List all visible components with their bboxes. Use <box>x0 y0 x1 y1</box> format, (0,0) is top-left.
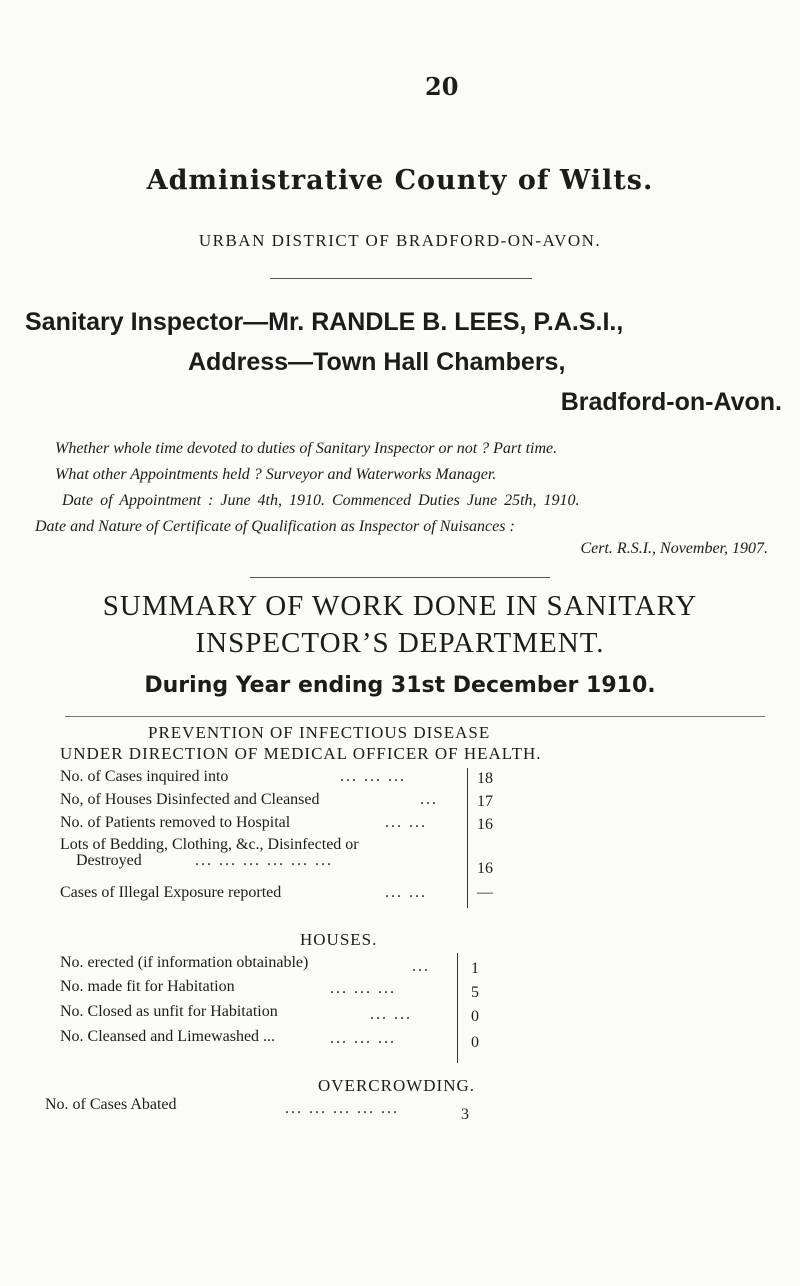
table-row-label: No, of Houses Disinfected and Cleansed <box>60 791 320 808</box>
table-row-label: No. made fit for Habitation <box>60 978 235 995</box>
table-row-dots: ... ... <box>385 884 427 901</box>
table-row-dots: ... ... ... <box>340 768 406 785</box>
inspector-name: Sanitary Inspector—Mr. RANDLE B. LEES, P.A.S.I., <box>25 308 624 336</box>
value-column-line <box>457 953 458 1063</box>
table-row-label: No. of Cases inquired into <box>60 768 229 785</box>
table-row-label: Destroyed <box>76 852 142 869</box>
table-row-label: No. erected (if information obtainable) <box>60 954 309 971</box>
table-row-dots: ... <box>412 958 430 975</box>
table-row-value: 3 <box>461 1106 469 1123</box>
table-row-label: No. Cleansed and Limewashed ... <box>60 1028 276 1045</box>
value-column-line <box>467 768 468 908</box>
overcrowding-heading: OVERCROWDING. <box>318 1076 476 1095</box>
table-row-label: No. Closed as unfit for Habitation <box>60 1003 278 1020</box>
page-number: 20 <box>425 72 459 101</box>
inspector-address-line2: Bradford-on-Avon. <box>560 388 782 416</box>
table-row-value: 18 <box>477 770 493 787</box>
table-row-value: 0 <box>471 1008 479 1025</box>
divider <box>250 577 550 578</box>
detail-line: Cert. R.S.I., November, 1907. <box>580 540 768 557</box>
table-row-value: 16 <box>477 816 493 833</box>
divider <box>270 278 532 279</box>
table-row-dots: ... ... ... <box>330 1030 396 1047</box>
table-row-label: No. of Patients removed to Hospital <box>60 814 291 831</box>
detail-line: Date of Appointment : June 4th, 1910. Commenced Duties June 25th, 1910. <box>62 492 580 509</box>
inspector-address-line1: Address—Town Hall Chambers, <box>188 348 566 376</box>
table-row-label: No. of Cases Abated <box>45 1096 177 1113</box>
detail-line: Whether whole time devoted to duties of Sanitary Inspector or not ? Part time. <box>55 440 558 457</box>
table-row-value: 5 <box>471 984 479 1001</box>
year-ending: During Year ending 31st December 1910. <box>144 673 656 698</box>
summary-subtitle: INSPECTOR’S DEPARTMENT. <box>195 627 605 659</box>
table-row-dots: ... ... ... ... ... <box>285 1100 399 1117</box>
table-row-value: 0 <box>471 1034 479 1051</box>
detail-line: What other Appointments held ? Surveyor and Waterworks Manager. <box>55 466 497 483</box>
table-row-value: 1 <box>471 960 479 977</box>
prevention-heading: PREVENTION OF INFECTIOUS DISEASE <box>148 723 491 742</box>
detail-line: Date and Nature of Certificate of Qualification as Inspector of Nuisances : <box>35 518 515 535</box>
table-row-value: 16 <box>477 860 493 877</box>
divider <box>65 716 765 717</box>
table-row-dots: ... ... ... <box>330 980 396 997</box>
prevention-subheading: UNDER DIRECTION OF MEDICAL OFFICER OF HEALTH. <box>60 744 542 763</box>
county-title: Administrative County of Wilts. <box>146 165 654 196</box>
table-row-dots: ... ... <box>385 814 427 831</box>
summary-title: SUMMARY OF WORK DONE IN SANITARY <box>102 590 698 622</box>
table-row-value: — <box>477 884 493 901</box>
district-title: URBAN DISTRICT OF BRADFORD-ON-AVON. <box>198 231 602 250</box>
table-row-value: 17 <box>477 793 493 810</box>
houses-heading: HOUSES. <box>300 930 378 949</box>
table-row-label: Lots of Bedding, Clothing, &c., Disinfected or <box>60 836 359 853</box>
table-row-dots: ... ... <box>370 1006 412 1023</box>
table-row-dots: ... <box>420 791 438 808</box>
table-row-label: Cases of Illegal Exposure reported <box>60 884 282 901</box>
table-row-dots: ... ... ... ... ... ... <box>195 852 333 869</box>
